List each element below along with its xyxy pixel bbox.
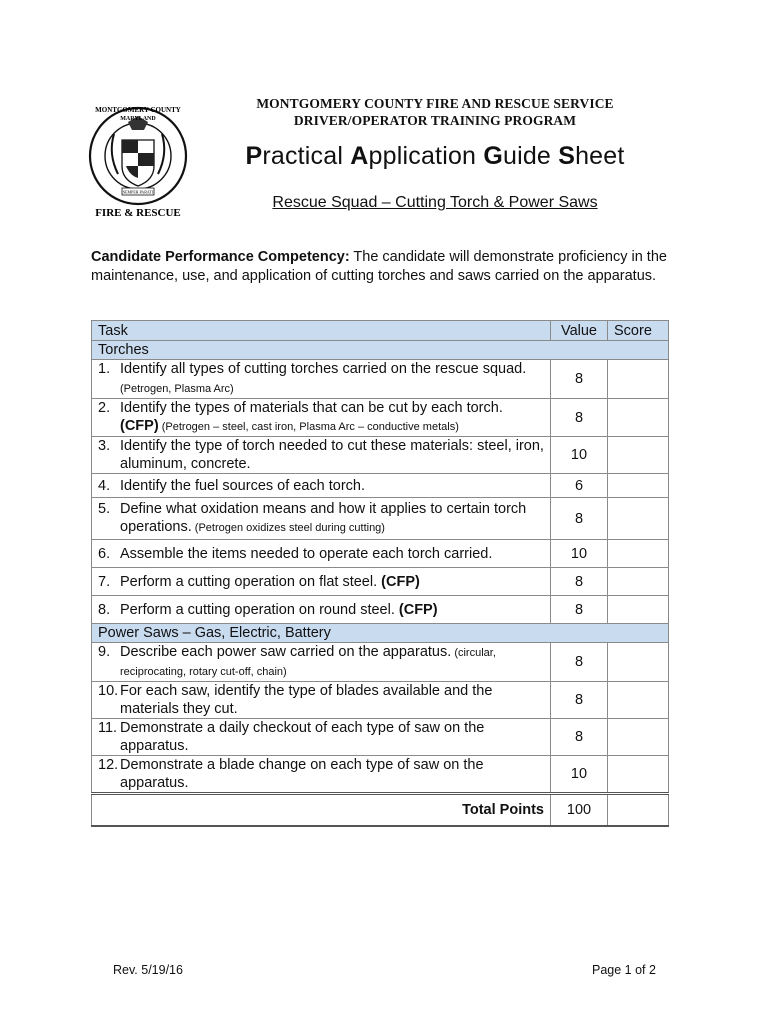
table-row xyxy=(92,596,669,624)
score-cell[interactable] xyxy=(608,643,669,682)
score-cell[interactable] xyxy=(608,498,669,540)
section-row-power-saws xyxy=(92,624,669,643)
total-score-cell[interactable] xyxy=(608,794,669,827)
score-cell[interactable] xyxy=(608,399,669,437)
competency-label: Candidate Performance Competency: xyxy=(91,249,350,265)
task-text: Perform a cutting operation on flat steel. (CFP) xyxy=(120,573,420,590)
task-text: Demonstrate a blade change on each type of saw on the apparatus. xyxy=(120,757,484,791)
task-value: 8 xyxy=(551,568,608,596)
header-value: Value xyxy=(551,321,608,341)
task-value: 8 xyxy=(551,719,608,756)
task-number: 11. xyxy=(98,720,118,736)
task-number: 7. xyxy=(98,573,111,590)
page-number: Page 1 of 2 xyxy=(592,963,656,977)
table-row xyxy=(92,498,669,540)
program-name: DRIVER/OPERATOR TRAINING PROGRAM xyxy=(293,113,577,128)
svg-text:MONTGOMERY COUNTY: MONTGOMERY COUNTY xyxy=(95,106,181,114)
total-row xyxy=(92,794,669,827)
task-text: Identify the fuel sources of each torch. xyxy=(120,477,366,494)
svg-text:MARYLAND: MARYLAND xyxy=(120,116,156,122)
table-row xyxy=(92,719,669,756)
task-text: Identify all types of cutting torches carried on the rescue squad. (Petrogen, Plasma Arc) xyxy=(120,361,527,395)
task-value: 10 xyxy=(551,756,608,794)
table-row xyxy=(92,682,669,719)
score-cell[interactable] xyxy=(608,474,669,498)
task-value: 6 xyxy=(551,474,608,498)
task-value: 8 xyxy=(551,360,608,399)
competency-text: The candidate will demonstrate proficiency in the maintenance, use, and application of cutting torches and saws carried on the apparatus. xyxy=(91,249,667,284)
task-number: 2. xyxy=(98,400,111,416)
task-number: 4. xyxy=(98,477,111,494)
task-value: 8 xyxy=(551,596,608,624)
table-row xyxy=(92,437,669,474)
task-value: 10 xyxy=(551,540,608,568)
task-text: Assemble the items needed to operate each torch carried. xyxy=(120,545,493,562)
task-number: 8. xyxy=(98,601,111,618)
task-table xyxy=(91,320,669,827)
task-text: Identify the type of torch needed to cut these materials: steel, iron, aluminum, concrete. xyxy=(120,438,544,472)
task-text: Identify the types of materials that can be cut by each torch. (CFP) (Petrogen – steel, cast iron, Plasma Arc – conductive metals) xyxy=(120,400,503,434)
task-number: 10. xyxy=(98,683,119,699)
total-value: 100 xyxy=(551,794,608,827)
header-score: Score xyxy=(608,321,669,341)
table-row xyxy=(92,568,669,596)
table-row xyxy=(92,540,669,568)
task-text: Define what oxidation means and how it applies to certain torch operations. (Petrogen oxidizes steel during cutting) xyxy=(120,501,527,535)
revision-date: Rev. 5/19/16 xyxy=(113,963,183,977)
score-cell[interactable] xyxy=(608,596,669,624)
table-row xyxy=(92,399,669,437)
task-number: 5. xyxy=(98,501,111,517)
page-subtitle: Rescue Squad – Cutting Torch & Power Saws xyxy=(272,194,598,211)
task-number: 9. xyxy=(98,644,111,660)
task-number: 6. xyxy=(98,545,111,562)
organization-name: MONTGOMERY COUNTY FIRE AND RESCUE SERVICE xyxy=(256,96,614,111)
table-row xyxy=(92,474,669,498)
table-row xyxy=(92,756,669,794)
task-text: Describe each power saw carried on the apparatus. (circular, reciprocating, rotary cut-off, chain) xyxy=(120,644,496,678)
score-cell[interactable] xyxy=(608,682,669,719)
score-cell[interactable] xyxy=(608,568,669,596)
table-header-row xyxy=(92,321,669,341)
task-number: 1. xyxy=(98,361,111,377)
section-row-torches xyxy=(92,341,669,360)
task-value: 10 xyxy=(551,437,608,474)
score-cell[interactable] xyxy=(608,360,669,399)
fire-rescue-seal-logo xyxy=(88,90,188,228)
table-row xyxy=(92,360,669,399)
task-number: 12. xyxy=(98,757,119,773)
section-label: Torches xyxy=(92,341,669,360)
score-cell[interactable] xyxy=(608,437,669,474)
header-task: Task xyxy=(92,321,551,341)
competency-statement xyxy=(91,248,681,286)
task-number: 3. xyxy=(98,438,111,454)
page-title: Practical Application Guide Sheet xyxy=(245,142,625,170)
score-cell[interactable] xyxy=(608,719,669,756)
task-text: For each saw, identify the type of blades available and the materials they cut. xyxy=(120,683,493,717)
svg-text:SEMPER PARATI: SEMPER PARATI xyxy=(122,189,154,195)
task-text: Perform a cutting operation on round steel. (CFP) xyxy=(120,601,438,618)
total-label: Total Points xyxy=(92,794,551,827)
task-value: 8 xyxy=(551,498,608,540)
table-row xyxy=(92,643,669,682)
task-value: 8 xyxy=(551,682,608,719)
task-value: 8 xyxy=(551,643,608,682)
score-cell[interactable] xyxy=(608,756,669,794)
svg-text:FIRE & RESCUE: FIRE & RESCUE xyxy=(95,207,181,219)
task-value: 8 xyxy=(551,399,608,437)
score-cell[interactable] xyxy=(608,540,669,568)
task-text: Demonstrate a daily checkout of each type of saw on the apparatus. xyxy=(120,720,485,754)
section-label: Power Saws – Gas, Electric, Battery xyxy=(92,624,669,643)
